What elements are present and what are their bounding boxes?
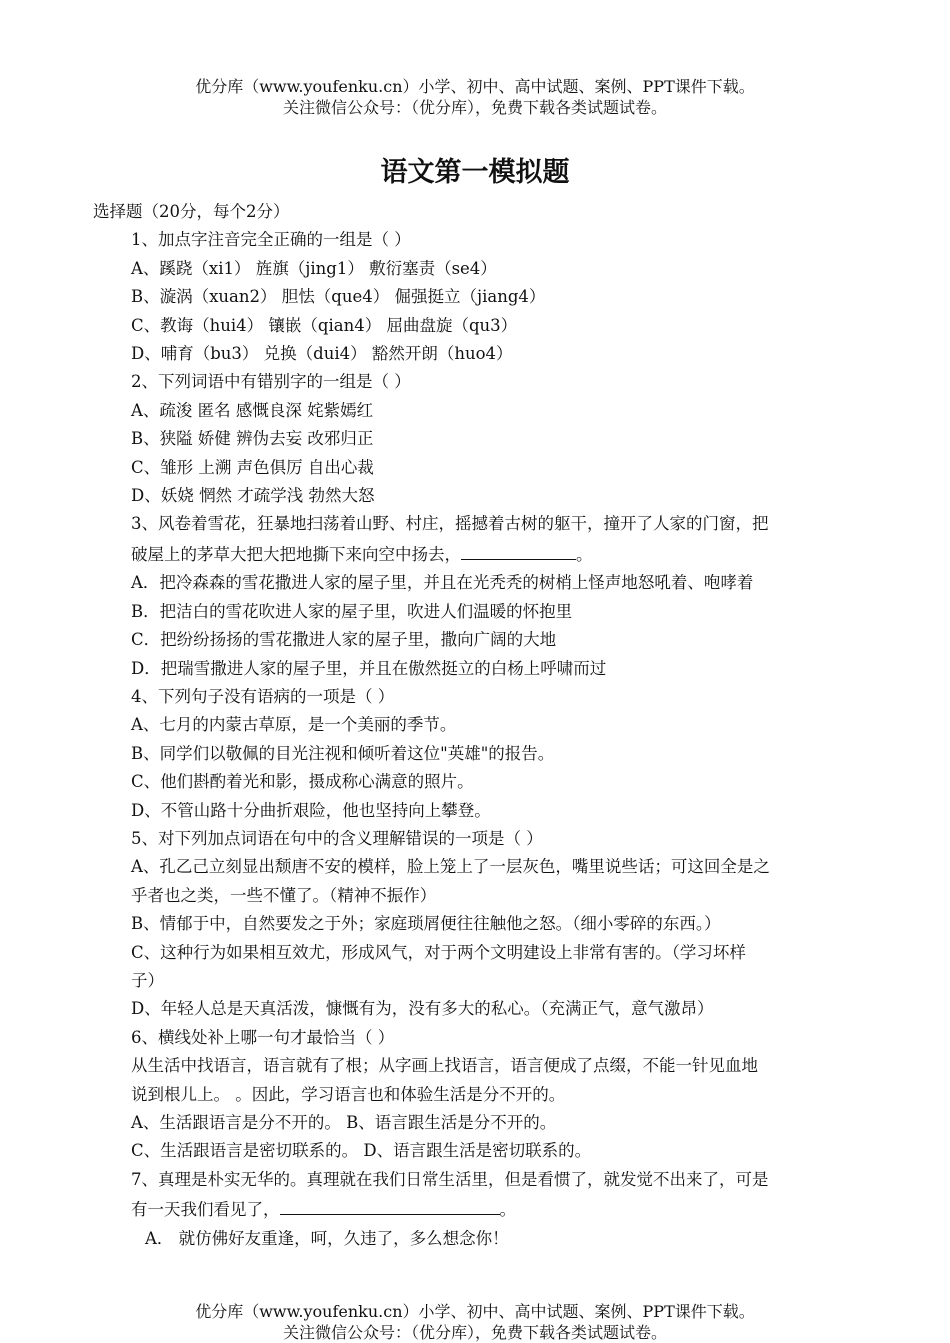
q7-stem-text: 有一天我们看见了， bbox=[131, 1200, 280, 1220]
q3-stem-line-1: 3、风卷着雪花，狂暴地扫荡着山野、村庄，摇撼着古树的躯干，撞开了人家的门窗，把 bbox=[131, 514, 769, 534]
q5-option-c-line-1: C、这种行为如果相互效尤，形成风气，对于两个文明建设上非常有害的。（学习坏样 bbox=[131, 942, 746, 962]
q5-stem: 5、对下列加点词语在句中的含义理解错误的一项是（ ） bbox=[131, 828, 543, 848]
document-body bbox=[93, 198, 883, 1253]
q7-stem-line-1: 7、真理是朴实无华的。真理就在我们日常生活里，但是看惯了，就发觉不出来了，可是 bbox=[131, 1169, 769, 1189]
q1-option-c: C、教诲（hui4） 镶嵌（qian4） 屈曲盘旋（qu3） bbox=[131, 315, 518, 335]
q1-option-a: A、蹊跷（xi1） 旌旗（jing1） 敷衍塞责（se4） bbox=[131, 258, 497, 278]
q7-option-a: A． 就仿佛好友重逢，呵，久违了，多么想念你！ bbox=[145, 1228, 509, 1248]
q3-option-a: A．把冷森森的雪花撒进人家的屋子里，并且在光秃秃的树梢上怪声地怒吼着、咆哮着 bbox=[131, 573, 754, 593]
q3-option-b: B．把洁白的雪花吹进人家的屋子里，吹进人们温暖的怀抱里 bbox=[131, 601, 573, 621]
q3-answer-blank bbox=[461, 539, 576, 560]
q2-stem: 2、下列词语中有错别字的一组是（ ） bbox=[131, 372, 411, 392]
q4-option-b: B、同学们以敬佩的目光注视和倾听着这位"英雄"的报告。 bbox=[131, 743, 555, 763]
page-header-top bbox=[0, 76, 950, 118]
q6-options-cd: C、生活跟语言是密切联系的。 D、语言跟生活是密切联系的。 bbox=[131, 1141, 592, 1161]
page-footer bbox=[0, 1301, 950, 1343]
q5-option-a-line-2: 乎者也之类，一些不懂了。（精神不振作） bbox=[131, 885, 437, 905]
q7-stem-end: 。 bbox=[499, 1200, 516, 1220]
q5-option-c-line-2: 子） bbox=[131, 970, 164, 990]
section-heading: 选择题（20分，每个2分） bbox=[93, 202, 290, 221]
q5-option-d: D、年轻人总是天真活泼，慷慨有为，没有多大的私心。（充满正气，意气激昂） bbox=[131, 999, 714, 1019]
q4-option-d: D、不管山路十分曲折艰险，他也坚持向上攀登。 bbox=[131, 800, 491, 820]
q1-option-b: B、漩涡（xuan2） 胆怯（que4） 倔强挺立（jiang4） bbox=[131, 287, 546, 307]
q2-option-c: C、雏形 上溯 声色俱厉 自出心裁 bbox=[131, 457, 374, 477]
footer-line-1: 优分库（www.youfenku.cn）小学、初中、高中试题、案例、PPT课件下载。 bbox=[195, 1302, 755, 1321]
q1-stem: 1、加点字注音完全正确的一组是（ ） bbox=[131, 230, 411, 250]
q3-stem-end: 。 bbox=[576, 544, 593, 564]
q5-option-a-line-1: A、孔乙己立刻显出颓唐不安的模样，脸上笼上了一层灰色，嘴里说些话；可这回全是之 bbox=[131, 857, 770, 877]
q4-stem: 4、下列句子没有语病的一项是（ ） bbox=[131, 686, 395, 706]
q3-stem-text: 破屋上的茅草大把大把地撕下来向空中扬去， bbox=[131, 544, 461, 564]
q6-options-ab: A、生活跟语言是分不开的。 B、语言跟生活是分不开的。 bbox=[131, 1113, 557, 1132]
q6-passage-line-2: 说到根儿上。 。因此，学习语言也和体验生活是分不开的。 bbox=[131, 1084, 566, 1104]
q7-stem-line-2 bbox=[93, 1194, 883, 1224]
q6-stem: 6、横线处补上哪一句才最恰当（ ） bbox=[131, 1027, 395, 1047]
q4-option-a: A、七月的内蒙古草原，是一个美丽的季节。 bbox=[131, 715, 457, 735]
q1-option-d: D、哺育（bu3） 兑换（dui4） 豁然开朗（huo4） bbox=[131, 344, 513, 364]
header-line-2: 关注微信公众号：（优分库），免费下载各类试题试卷。 bbox=[282, 98, 667, 117]
q5-option-b: B、情郁于中，自然要发之于外；家庭琐屑便往往触他之怒。（细小零碎的东西。） bbox=[131, 914, 721, 934]
q3-option-c: C．把纷纷扬扬的雪花撒进人家的屋子里，撒向广阔的大地 bbox=[131, 630, 557, 650]
footer-line-2: 关注微信公众号：（优分库），免费下载各类试题试卷。 bbox=[282, 1323, 667, 1342]
page-title: 语文第一模拟题 bbox=[380, 157, 570, 188]
q2-option-b: B、狭隘 娇健 辨伪去妄 改邪归正 bbox=[131, 429, 374, 449]
header-line-1: 优分库（www.youfenku.cn）小学、初中、高中试题、案例、PPT课件下载。 bbox=[195, 77, 755, 96]
q2-option-a: A、疏浚 匿名 感慨良深 姹紫嫣红 bbox=[131, 400, 374, 420]
q3-stem-line-2 bbox=[93, 539, 883, 569]
q6-passage-line-1: 从生活中找语言，语言就有了根；从字画上找语言，语言便成了点缀，不能一针见血地 bbox=[131, 1056, 758, 1076]
q7-answer-blank bbox=[280, 1194, 500, 1215]
q4-option-c: C、他们斟酌着光和影，摄成称心满意的照片。 bbox=[131, 772, 474, 792]
q3-option-d: D．把瑞雪撒进人家的屋子里，并且在傲然挺立的白杨上呼啸而过 bbox=[131, 658, 607, 678]
q2-option-d: D、妖娆 惘然 才疏学浅 勃然大怒 bbox=[131, 486, 375, 506]
